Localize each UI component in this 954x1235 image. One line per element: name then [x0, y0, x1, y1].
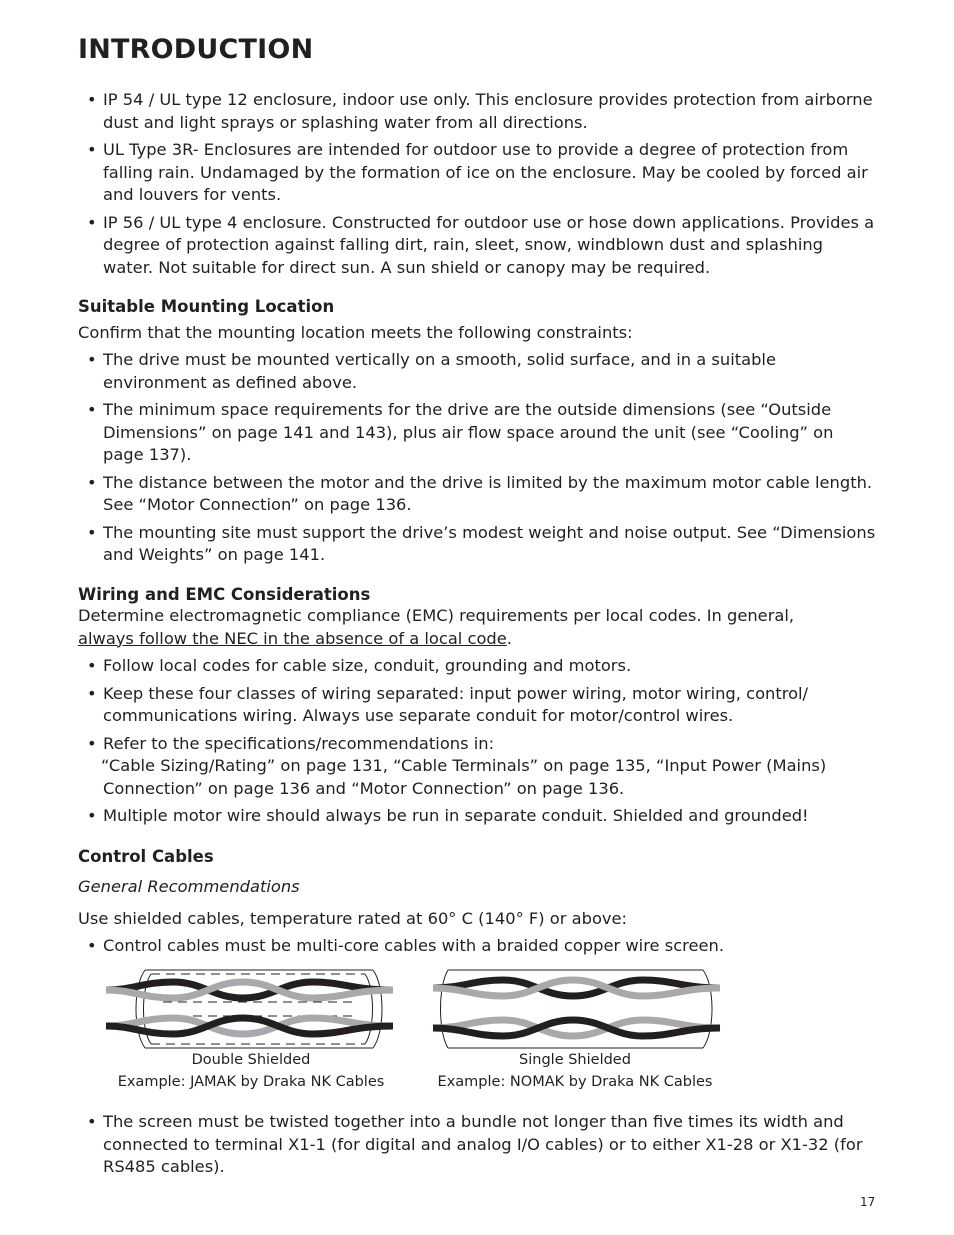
- single-shielded-caption: Single Shielded Example: NOMAK by Draka NK Cables: [437, 1052, 713, 1090]
- cable-figures: [103, 966, 728, 1051]
- list-item-text: Follow local codes for cable size, conduit, grounding and motors.: [103, 656, 632, 675]
- control-intro: Use shielded cables, temperature rated at 60° C (140° F) or above:: [78, 909, 628, 928]
- list-item-text: The distance between the motor and the drive is limited by the maximum motor cable length. See “Motor Connection” on page 136.: [103, 472, 873, 514]
- section-heading-mounting: Suitable Mounting Location: [78, 297, 335, 316]
- list-item: • The screen must be twisted together into a bundle not longer than five times its width and connected to terminal X1-1 (for digital and analog I/O cables) or to either X1-28 or X1-32 (for RS485 cables).: [87, 1112, 863, 1176]
- list-item: • Multiple motor wire should always be run in separate conduit. Shielded and grounded!: [87, 806, 809, 825]
- control-list-2: [78, 1111, 878, 1179]
- page-title: INTRODUCTION: [78, 34, 314, 65]
- wiring-intro: Determine electromagnetic compliance (EMC) requirements per local codes. In general, always follow the NEC in the absence of a local code.: [78, 606, 795, 648]
- list-item-text: IP 56 / UL type 4 enclosure. Constructed for outdoor use or hose down applications. Provides a degree of protection against falling dirt, rain, sleet, snow, windblown dust and splashing water. Not suitable for direct sun. A sun shield or canopy may be required.: [103, 212, 875, 277]
- section-heading-control: Control Cables: [78, 847, 214, 866]
- list-item: • IP 56 / UL type 4 enclosure. Constructed for outdoor use or hose down applications. Provides a degree of protection against falling dirt, rain, sleet, snow, windblown dust and splashing water. Not suitable for direct sun. A sun shield or canopy may be required.: [87, 212, 875, 277]
- mounting-list: [78, 349, 878, 567]
- section-heading-wiring: Wiring and EMC Considerations: [78, 585, 371, 604]
- double-shielded-caption: Double Shielded Example: JAMAK by Draka NK Cables: [117, 1052, 385, 1090]
- mounting-intro: Confirm that the mounting location meets the following constraints:: [78, 323, 633, 342]
- nec-note: always follow the NEC in the absence of a local code: [78, 628, 507, 648]
- list-item-text: The minimum space requirements for the drive are the outside dimensions (see “Outside Dimensions” on page 141 and 143), plus air flow space around the unit (see “Cooling” on page 137).: [103, 400, 834, 464]
- list-item-text: IP 54 / UL type 12 enclosure, indoor use only. This enclosure provides protection from airborne dust and light sprays or splashing water from all directions.: [103, 90, 873, 132]
- list-item-text: The drive must be mounted vertically on a smooth, solid surface, and in a suitable environment as defined above.: [103, 350, 776, 392]
- list-item: • Keep these four classes of wiring separated: input power wiring, motor wiring, control/ communications wiring. Always use separate conduit for motor/control wires.: [87, 683, 809, 725]
- list-item: • Follow local codes for cable size, conduit, grounding and motors.: [87, 656, 632, 675]
- list-item: • The drive must be mounted vertically on a smooth, solid surface, and in a suitable environment as defined above.: [87, 350, 776, 392]
- list-item-text: UL Type 3R- Enclosures are intended for outdoor use to provide a degree of protection from falling rain. Undamaged by the formation of ice on the enclosure. May be cooled by forced air and louvers for vents.: [103, 140, 868, 204]
- wiring-list: [78, 655, 878, 828]
- list-item: • The mounting site must support the drive’s modest weight and noise output. See “Dimensions and Weights” on page 141.: [87, 522, 876, 564]
- list-item: • The distance between the motor and the drive is limited by the maximum motor cable length. See “Motor Connection” on page 136.: [87, 472, 873, 514]
- single-shielded-cable-illustration: [433, 970, 720, 1048]
- enclosure-list: [78, 89, 878, 279]
- list-item-text: Multiple motor wire should always be run in separate conduit. Shielded and grounded!: [103, 806, 809, 825]
- double-shielded-cable-illustration: [106, 970, 393, 1048]
- control-list-1: [78, 935, 878, 958]
- list-item: • UL Type 3R- Enclosures are intended for outdoor use to provide a degree of protection from falling rain. Undamaged by the formation of ice on the enclosure. May be cooled by forced air and louvers for vents.: [87, 140, 868, 204]
- list-item: • The minimum space requirements for the drive are the outside dimensions (see “Outside Dimensions” on page 141 and 143), plus air flow space around the unit (see “Cooling” on page 137).: [87, 400, 834, 464]
- list-item: • Control cables must be multi-core cables with a braided copper wire screen.: [87, 936, 725, 955]
- control-subheading: General Recommendations: [78, 877, 300, 896]
- list-item-text: Keep these four classes of wiring separated: input power wiring, motor wiring, control/ communications wiring. Always use separate conduit for motor/control wires.: [103, 683, 809, 725]
- list-item: • IP 54 / UL type 12 enclosure, indoor use only. This enclosure provides protection from airborne dust and light sprays or splashing water from all directions.: [87, 90, 873, 132]
- list-item-text: The screen must be twisted together into a bundle not longer than five times its width and connected to terminal X1-1 (for digital and analog I/O cables) or to either X1-28 or X1-32 (for RS485 cables).: [103, 1112, 863, 1176]
- page-number: 17: [860, 1195, 876, 1209]
- list-item-text: Refer to the specifications/recommendations in:: [103, 733, 495, 753]
- list-item-text: Control cables must be multi-core cables with a braided copper wire screen.: [103, 936, 725, 955]
- list-item: • Refer to the specifications/recommendations in: “Cable Sizing/Rating” on page 131, “Cable Terminals” on page 135, “Input Power (Mains) Connection” on page 136 and “Motor Connection” on page 136.: [78, 733, 878, 801]
- list-item-subtext: “Cable Sizing/Rating” on page 131, “Cable Terminals” on page 135, “Input Power (Mains) Connection” on page 136 and “Motor Connection” on page 136.: [101, 756, 827, 798]
- list-item-text: The mounting site must support the drive’s modest weight and noise output. See “Dimensions and Weights” on page 141.: [103, 522, 876, 564]
